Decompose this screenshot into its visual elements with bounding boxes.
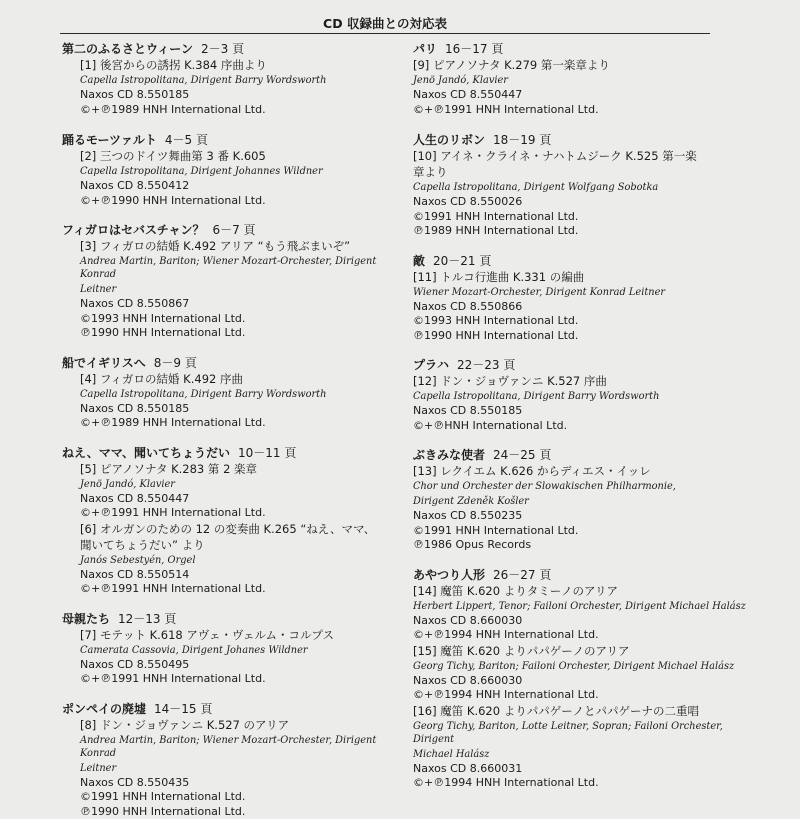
- track-title: [4] フィガロの結婚 K.492 序曲: [80, 371, 380, 387]
- copyright-line: ©+℗1991 HNH International Ltd.: [80, 582, 380, 597]
- track-title: [15] 魔笛 K.620 よりパパゲーノのアリア: [413, 643, 758, 659]
- track-title: [10] アイネ・クライネ・ナハトムジーク K.525 第一楽: [413, 148, 758, 164]
- section-title: 第二のふるさとウィーン: [62, 42, 193, 56]
- track-title: [2] 三つのドイツ舞曲第 3 番 K.605: [80, 148, 380, 164]
- copyright-line: ℗1989 HNH International Ltd.: [413, 224, 758, 239]
- track-title: [16] 魔笛 K.620 よりパパゲーノとパパゲーナの二重唱: [413, 703, 758, 719]
- track-entry: [413, 269, 758, 344]
- section-heading: [62, 132, 380, 148]
- copyright-line: ©1991 HNH International Ltd.: [413, 210, 758, 225]
- copyright-line: ©1993 HNH International Ltd.: [413, 314, 758, 329]
- performer-line: Capella Istropolitana, Dirigent Barry Wordsworth: [80, 73, 380, 88]
- right-column: [413, 41, 758, 791]
- track-title: [11] トルコ行進曲 K.331 の編曲: [413, 269, 758, 285]
- track-title: [3] フィガロの結婚 K.492 アリア “もう飛ぶまいぞ”: [80, 238, 380, 254]
- catalog-number: Naxos CD 8.550867: [80, 297, 380, 312]
- track-title: [14] 魔笛 K.620 よりタミーノのアリア: [413, 583, 758, 599]
- catalog-number: Naxos CD 8.550447: [80, 492, 380, 507]
- section: [413, 41, 758, 117]
- catalog-number: Naxos CD 8.550185: [80, 88, 380, 103]
- copyright-line: ©+℗1991 HNH International Ltd.: [80, 506, 380, 521]
- section: [413, 253, 758, 344]
- copyright-line: ℗1990 HNH International Ltd.: [80, 805, 380, 819]
- performer-line: Camerata Cassovia, Dirigent Johanes Wildner: [80, 643, 380, 658]
- catalog-number: Naxos CD 8.660030: [413, 674, 758, 689]
- section-heading: [413, 567, 758, 583]
- copyright-line: ©+℗1994 HNH International Ltd.: [413, 628, 758, 643]
- section-heading: [413, 41, 758, 57]
- performer-line: Janós Sebestyén, Orgel: [80, 553, 380, 568]
- section-title: ねえ、ママ、聞いてちょうだい: [62, 446, 230, 460]
- track-entry: [413, 583, 758, 643]
- catalog-number: Naxos CD 8.550435: [80, 776, 380, 791]
- section-title: パリ: [413, 42, 437, 56]
- section-title: フィガロはセバスチャン？: [62, 223, 204, 237]
- copyright-line: ℗1990 HNH International Ltd.: [80, 326, 380, 341]
- track-title: [12] ドン・ジョヴァンニ K.527 序曲: [413, 373, 758, 389]
- track-title: [9] ピアノソナタ K.279 第一楽章より: [413, 57, 758, 73]
- catalog-number: Naxos CD 8.660031: [413, 762, 758, 777]
- section-title: 敵: [413, 254, 425, 268]
- page-title: CD 収録曲との対応表: [60, 14, 710, 32]
- performer-line: Leitner: [80, 761, 380, 776]
- performer-line: Herbert Lippert, Tenor; Failoni Orchester, Dirigent Michael Halász: [413, 599, 758, 614]
- performer-line: Andrea Martin, Bariton; Wiener Mozart-Orchester, Dirigent Konrad: [80, 254, 380, 282]
- catalog-number: Naxos CD 8.550026: [413, 195, 758, 210]
- catalog-number: Naxos CD 8.550514: [80, 568, 380, 583]
- section-pages: 12－13 頁: [118, 612, 176, 626]
- track-entry: [62, 627, 380, 687]
- track-entry: [413, 703, 758, 791]
- track-title: [5] ピアノソナタ K.283 第 2 楽章: [80, 461, 380, 477]
- performer-line: Georg Tichy, Bariton, Lotte Leitner, Sopran; Failoni Orchester, Dirigent: [413, 719, 758, 747]
- performer-line: Capella Istropolitana, Dirigent Johannes Wildner: [80, 164, 380, 179]
- track-entry: [62, 521, 380, 597]
- catalog-number: Naxos CD 8.550866: [413, 300, 758, 315]
- section-heading: [62, 701, 380, 717]
- track-title: [1] 後宮からの誘拐 K.384 序曲より: [80, 57, 380, 73]
- section-pages: 6－7 頁: [212, 223, 255, 237]
- copyright-line: ℗1986 Opus Records: [413, 538, 758, 553]
- track-title: [7] モテット K.618 アヴェ・ヴェルム・コルプス: [80, 627, 380, 643]
- section-title: 船でイギリスへ: [62, 356, 146, 370]
- section-title: プラハ: [413, 358, 449, 372]
- copyright-line: ©+℗1991 HNH International Ltd.: [80, 672, 380, 687]
- track-entry: [62, 148, 380, 208]
- section: [62, 132, 380, 208]
- section-heading: [62, 41, 380, 57]
- copyright-line: ©+℗1991 HNH International Ltd.: [413, 103, 758, 118]
- performer-line: Chor und Orchester der Slowakischen Philharmonie,: [413, 479, 758, 494]
- section: [62, 445, 380, 597]
- performer-line: Capella Istropolitana, Dirigent Barry Wordsworth: [80, 387, 380, 402]
- section-pages: 8－9 頁: [154, 356, 197, 370]
- track-entry: [413, 463, 758, 553]
- section-pages: 26－27 頁: [493, 568, 551, 582]
- catalog-number: Naxos CD 8.550185: [80, 402, 380, 417]
- track-entry: [413, 57, 758, 117]
- performer-line: Capella Istropolitana, Dirigent Wolfgang Sobotka: [413, 180, 758, 195]
- track-entry: [62, 717, 380, 819]
- section-pages: 24－25 頁: [493, 448, 551, 462]
- catalog-number: Naxos CD 8.550185: [413, 404, 758, 419]
- track-entry: [62, 461, 380, 521]
- copyright-line: ©+℗1994 HNH International Ltd.: [413, 688, 758, 703]
- section: [413, 132, 758, 239]
- copyright-line: ©1993 HNH International Ltd.: [80, 312, 380, 327]
- copyright-line: ©1991 HNH International Ltd.: [80, 790, 380, 805]
- performer-line: Jenö Jandó, Klavier: [80, 477, 380, 492]
- section-heading: [413, 253, 758, 269]
- catalog-number: Naxos CD 8.660030: [413, 614, 758, 629]
- copyright-line: ©+℗1994 HNH International Ltd.: [413, 776, 758, 791]
- section-heading: [413, 447, 758, 463]
- section: [62, 355, 380, 431]
- section: [62, 611, 380, 687]
- section-title: ポンペイの廃墟: [62, 702, 146, 716]
- section: [62, 701, 380, 819]
- section-pages: 20－21 頁: [433, 254, 491, 268]
- performer-line: Jenö Jandó, Klavier: [413, 73, 758, 88]
- section-pages: 18－19 頁: [493, 133, 551, 147]
- performer-line: Georg Tichy, Bariton; Failoni Orchester, Dirigent Michael Halász: [413, 659, 758, 674]
- track-title: [8] ドン・ジョヴァンニ K.527 のアリア: [80, 717, 380, 733]
- track-entry: [62, 57, 380, 117]
- section-pages: 22－23 頁: [457, 358, 515, 372]
- catalog-number: Naxos CD 8.550412: [80, 179, 380, 194]
- section-pages: 4－5 頁: [165, 133, 208, 147]
- track-title: [6] オルガンのための 12 の変奏曲 K.265 “ねえ、ママ、: [80, 521, 380, 537]
- section-heading: [413, 357, 758, 373]
- copyright-line: ©+℗1989 HNH International Ltd.: [80, 416, 380, 431]
- track-title-cont: 聞いてちょうだい” より: [80, 537, 380, 553]
- track-entry: [62, 238, 380, 341]
- section: [413, 567, 758, 791]
- copyright-line: ©+℗1989 HNH International Ltd.: [80, 103, 380, 118]
- section-title: 人生のリボン: [413, 133, 485, 147]
- track-title-cont: 章より: [413, 164, 758, 180]
- left-column: [62, 41, 380, 819]
- section-heading: [62, 222, 380, 238]
- section-heading: [62, 355, 380, 371]
- performer-line: Michael Halász: [413, 747, 758, 762]
- performer-line: Wiener Mozart-Orchester, Dirigent Konrad Leitner: [413, 285, 758, 300]
- section-pages: 10－11 頁: [238, 446, 296, 460]
- section-heading: [62, 611, 380, 627]
- track-entry: [413, 148, 758, 239]
- catalog-number: Naxos CD 8.550447: [413, 88, 758, 103]
- copyright-line: ℗1990 HNH International Ltd.: [413, 329, 758, 344]
- section: [413, 357, 758, 433]
- section: [62, 222, 380, 341]
- performer-line: Dirigent Zdeněk Košler: [413, 494, 758, 509]
- section-pages: 16－17 頁: [445, 42, 503, 56]
- section: [62, 41, 380, 117]
- track-entry: [413, 373, 758, 433]
- section-heading: [413, 132, 758, 148]
- catalog-number: Naxos CD 8.550495: [80, 658, 380, 673]
- section-title: 踊るモーツァルト: [62, 133, 157, 147]
- section-heading: [62, 445, 380, 461]
- section-title: 母親たち: [62, 612, 110, 626]
- performer-line: Andrea Martin, Bariton; Wiener Mozart-Orchester, Dirigent Konrad: [80, 733, 380, 761]
- section-title: ぶきみな使者: [413, 448, 485, 462]
- section: [413, 447, 758, 553]
- copyright-line: ©+℗1990 HNH International Ltd.: [80, 194, 380, 209]
- copyright-line: ©1991 HNH International Ltd.: [413, 524, 758, 539]
- catalog-number: Naxos CD 8.550235: [413, 509, 758, 524]
- section-title: あやつり人形: [413, 568, 485, 582]
- track-entry: [62, 371, 380, 431]
- track-title: [13] レクイエム K.626 からディエス・イッレ: [413, 463, 758, 479]
- track-entry: [413, 643, 758, 703]
- copyright-line: ©+℗HNH International Ltd.: [413, 419, 758, 434]
- title-rule: [60, 33, 710, 34]
- performer-line: Leitner: [80, 282, 380, 297]
- section-pages: 2－3 頁: [201, 42, 244, 56]
- section-pages: 14－15 頁: [154, 702, 212, 716]
- performer-line: Capella Istropolitana, Dirigent Barry Wordsworth: [413, 389, 758, 404]
